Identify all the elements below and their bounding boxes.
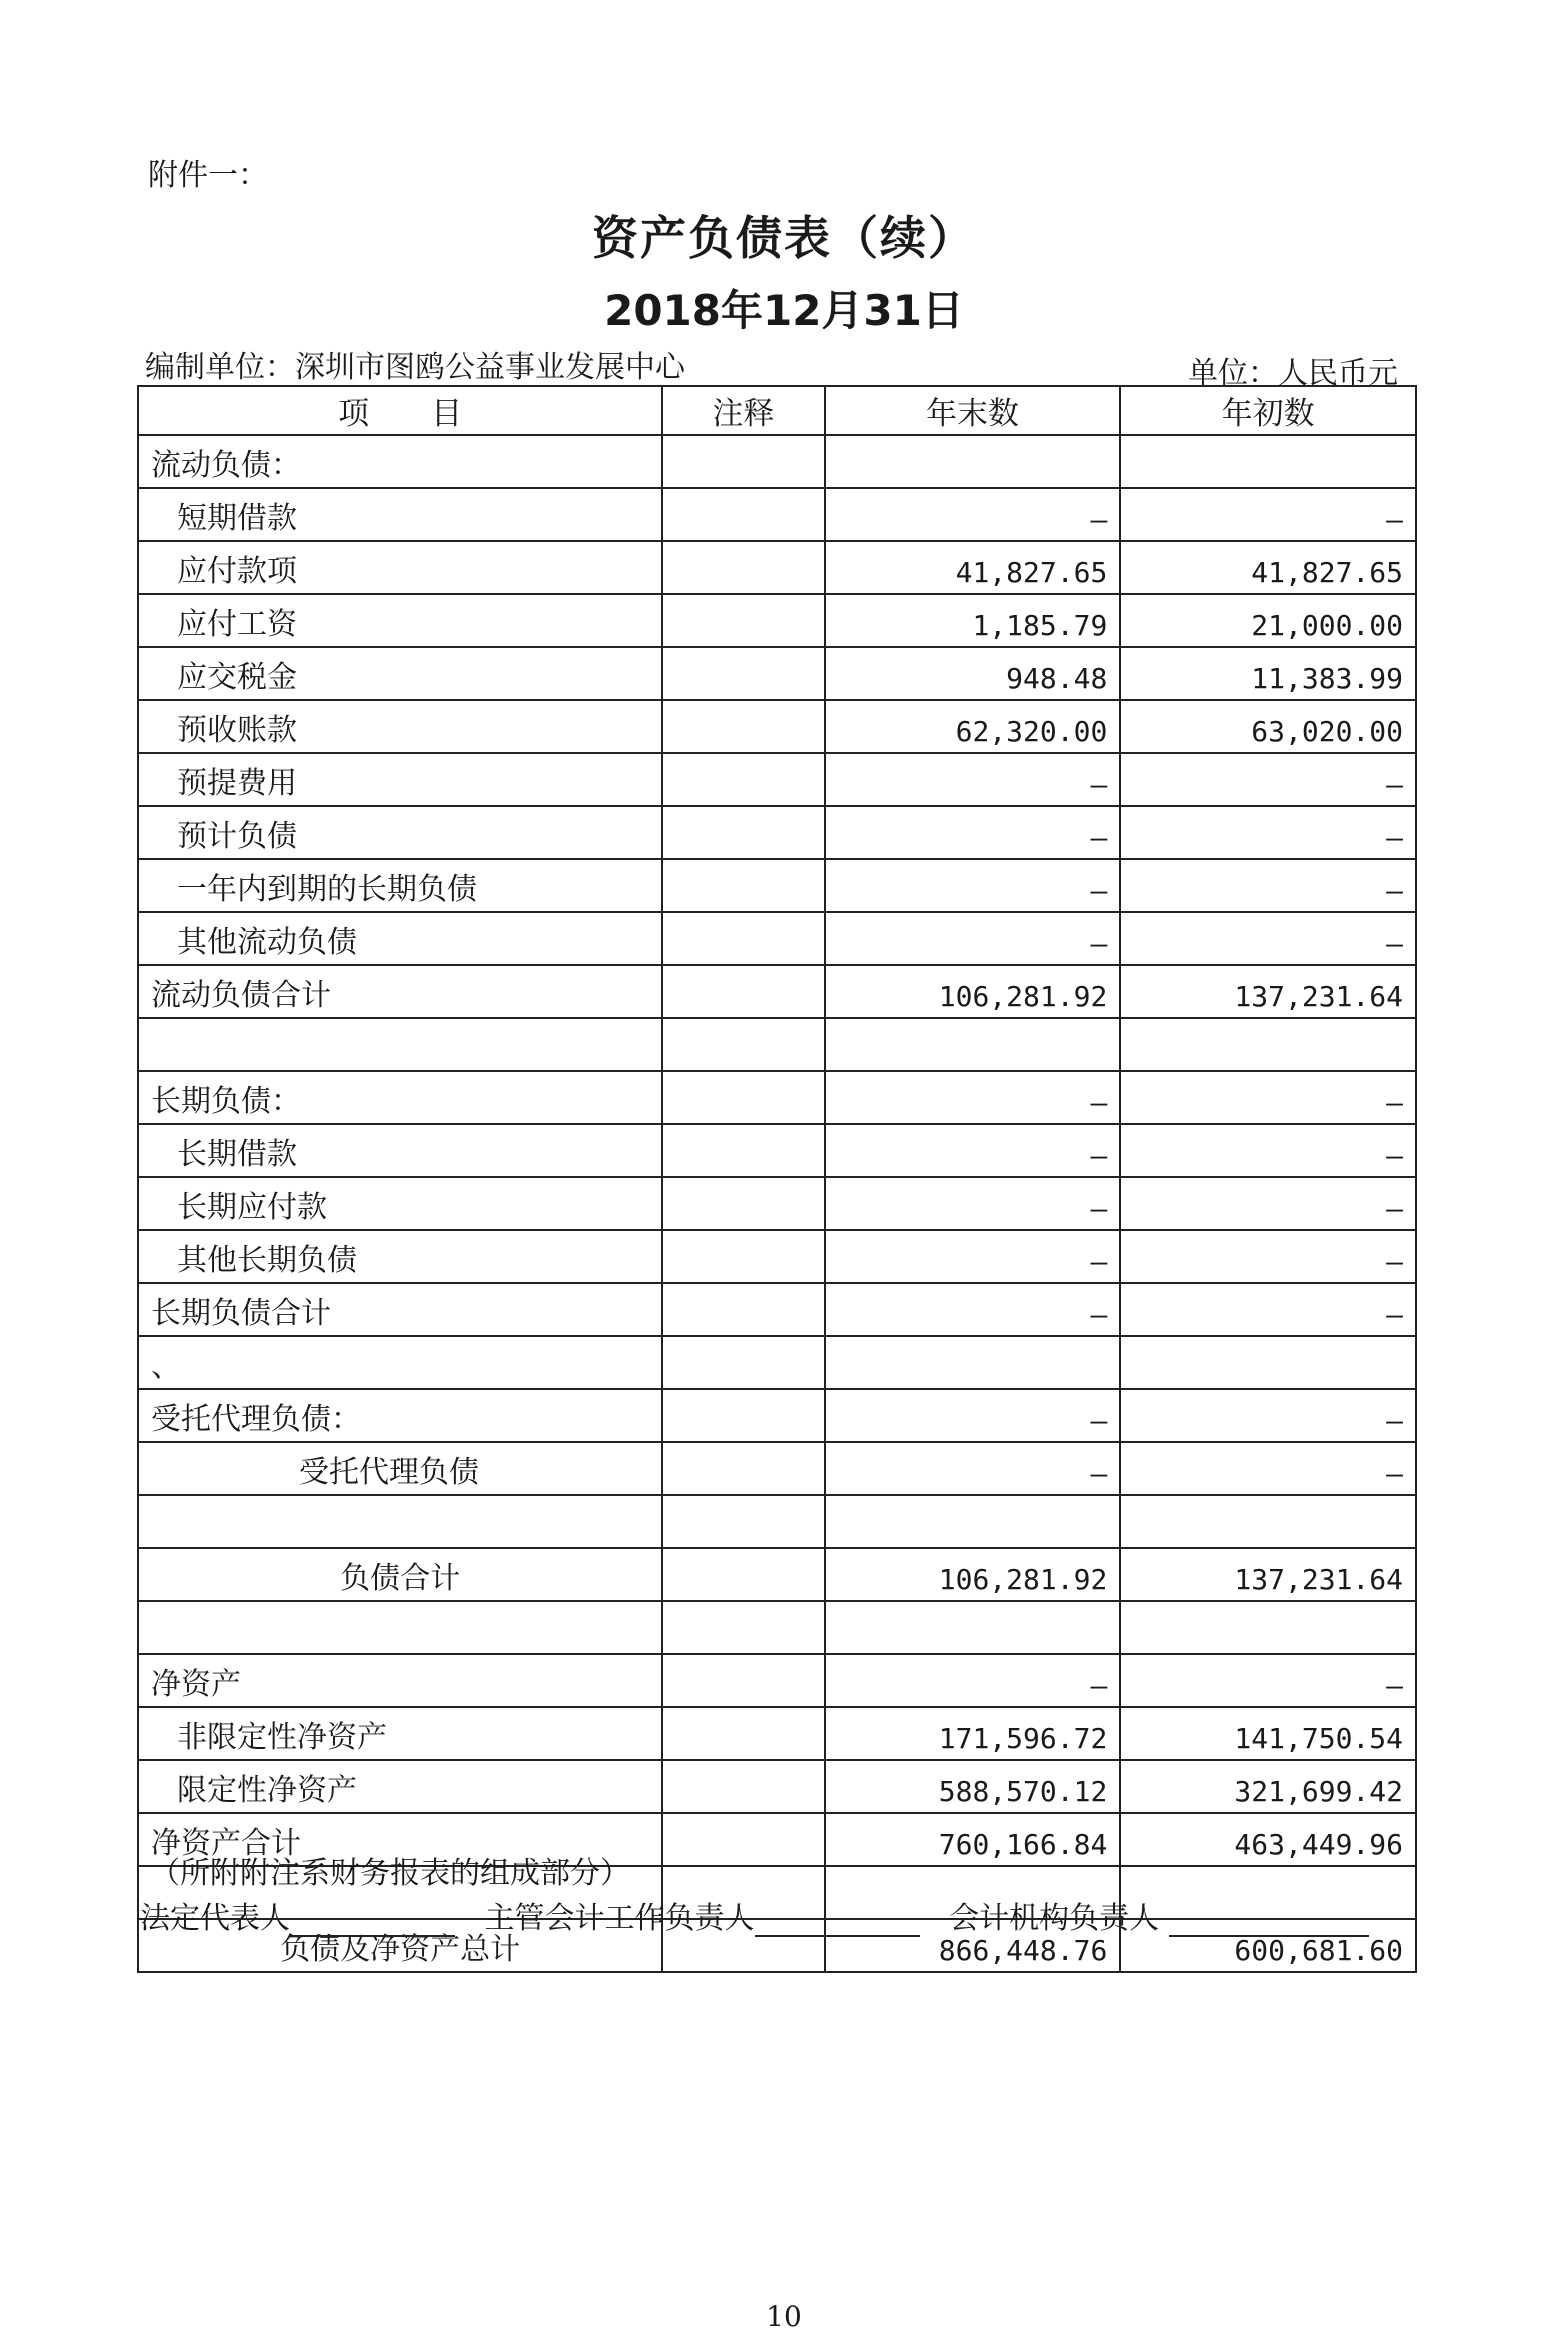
row-year-begin-value: 137,231.64: [1120, 965, 1416, 1018]
signature-line: [140, 1893, 1389, 1937]
row-note-cell: [662, 647, 824, 700]
table-row: [138, 594, 1416, 647]
attachment-label: 附件一：: [148, 158, 268, 193]
row-note-cell: [662, 753, 824, 806]
row-note-cell: [662, 859, 824, 912]
row-note-cell: [662, 1813, 824, 1866]
table-row: [138, 1654, 1416, 1707]
row-year-begin-value: –: [1120, 1177, 1416, 1230]
row-item-label: 流动负债：: [138, 435, 662, 488]
row-year-end-value: 171,596.72: [825, 1707, 1121, 1760]
table-row: [138, 1283, 1416, 1336]
row-year-begin-value: 41,827.65: [1120, 541, 1416, 594]
table-row: [138, 700, 1416, 753]
row-item-label: 预收账款: [138, 700, 662, 753]
row-year-begin-value: –: [1120, 1071, 1416, 1124]
row-item-label: [138, 1601, 662, 1654]
row-note-cell: [662, 1495, 824, 1548]
table-header-row: [138, 386, 1416, 435]
row-year-end-value: –: [825, 1177, 1121, 1230]
row-year-begin-value: –: [1120, 912, 1416, 965]
table-body: [138, 435, 1416, 1972]
row-item-label: [138, 1018, 662, 1071]
row-year-begin-value: [1120, 1018, 1416, 1071]
row-note-cell: [662, 1071, 824, 1124]
row-note-cell: [662, 435, 824, 488]
row-item-label: 其他长期负债: [138, 1230, 662, 1283]
row-year-begin-value: 141,750.54: [1120, 1707, 1416, 1760]
table-row: [138, 912, 1416, 965]
row-item-label: 其他流动负债: [138, 912, 662, 965]
row-year-end-value: –: [825, 488, 1121, 541]
row-year-begin-value: 137,231.64: [1120, 1548, 1416, 1601]
dept-head-signature-blank: [1169, 1905, 1369, 1937]
row-item-label: 长期负债合计: [138, 1283, 662, 1336]
row-year-end-value: 62,320.00: [825, 700, 1121, 753]
row-item-label: 应交税金: [138, 647, 662, 700]
row-year-begin-value: [1120, 435, 1416, 488]
table-row: [138, 1760, 1416, 1813]
row-year-begin-value: [1120, 1495, 1416, 1548]
row-item-label: 受托代理负债: [138, 1442, 662, 1495]
row-year-begin-value: –: [1120, 753, 1416, 806]
table-row: [138, 435, 1416, 488]
preparing-organization: 编制单位：深圳市图鸥公益事业发展中心: [145, 350, 685, 385]
row-year-begin-value: 11,383.99: [1120, 647, 1416, 700]
row-note-cell: [662, 1548, 824, 1601]
row-item-label: 预提费用: [138, 753, 662, 806]
report-date: 2018年12月31日: [604, 286, 964, 335]
table-row: [138, 1336, 1416, 1389]
row-note-cell: [662, 965, 824, 1018]
row-item-label: 、: [138, 1336, 662, 1389]
row-year-end-value: [825, 1336, 1121, 1389]
row-note-cell: [662, 1442, 824, 1495]
row-item-label: 净资产合计: [138, 1813, 662, 1866]
row-item-label: [138, 1495, 662, 1548]
table-row: [138, 1389, 1416, 1442]
row-year-begin-value: 463,449.96: [1120, 1813, 1416, 1866]
table-row: [138, 1124, 1416, 1177]
row-item-label: 负债及净资产总计: [138, 1919, 662, 1972]
row-item-label: 限定性净资产: [138, 1760, 662, 1813]
row-year-end-value: –: [825, 1071, 1121, 1124]
row-year-begin-value: –: [1120, 1389, 1416, 1442]
table-row: [138, 1601, 1416, 1654]
row-note-cell: [662, 488, 824, 541]
page-number: 10: [766, 2300, 802, 2333]
row-year-end-value: –: [825, 1654, 1121, 1707]
row-note-cell: [662, 594, 824, 647]
row-year-begin-value: –: [1120, 859, 1416, 912]
row-year-begin-value: 321,699.42: [1120, 1760, 1416, 1813]
table-row: [138, 1495, 1416, 1548]
row-year-end-value: [825, 1495, 1121, 1548]
row-item-label: 长期负债：: [138, 1071, 662, 1124]
row-year-end-value: –: [825, 912, 1121, 965]
row-year-begin-value: [1120, 1601, 1416, 1654]
row-item-label: 短期借款: [138, 488, 662, 541]
column-header-item: 项 目: [138, 386, 662, 435]
legal-rep-label: 法定代表人: [140, 1901, 290, 1936]
row-note-cell: [662, 1389, 824, 1442]
table-row: [138, 859, 1416, 912]
row-item-label: 一年内到期的长期负债: [138, 859, 662, 912]
row-year-end-value: –: [825, 859, 1121, 912]
row-item-label: 流动负债合计: [138, 965, 662, 1018]
row-year-end-value: –: [825, 1124, 1121, 1177]
table-row: [138, 1177, 1416, 1230]
row-note-cell: [662, 541, 824, 594]
row-year-begin-value: –: [1120, 1124, 1416, 1177]
row-note-cell: [662, 1760, 824, 1813]
currency-unit: 单位：人民币元: [1188, 356, 1398, 391]
row-year-begin-value: –: [1120, 488, 1416, 541]
row-year-end-value: [825, 1018, 1121, 1071]
row-year-begin-value: 21,000.00: [1120, 594, 1416, 647]
row-year-end-value: 866,448.76: [825, 1919, 1121, 1972]
legal-rep-signature-blank: [290, 1905, 455, 1937]
column-header-note: 注释: [662, 386, 824, 435]
row-year-end-value: 41,827.65: [825, 541, 1121, 594]
row-year-end-value: [825, 435, 1121, 488]
row-note-cell: [662, 1654, 824, 1707]
table-row: [138, 806, 1416, 859]
row-item-label: 净资产: [138, 1654, 662, 1707]
footnote: （所附附注系财务报表的组成部分）: [150, 1856, 630, 1891]
table-row: [138, 1230, 1416, 1283]
row-note-cell: [662, 1283, 824, 1336]
table-row: [138, 541, 1416, 594]
row-year-end-value: –: [825, 753, 1121, 806]
row-year-end-value: –: [825, 1442, 1121, 1495]
row-note-cell: [662, 1601, 824, 1654]
table-row: [138, 1548, 1416, 1601]
row-note-cell: [662, 912, 824, 965]
row-note-cell: [662, 700, 824, 753]
row-item-label: 长期借款: [138, 1124, 662, 1177]
table-row: [138, 1071, 1416, 1124]
row-year-end-value: –: [825, 1389, 1121, 1442]
row-note-cell: [662, 1707, 824, 1760]
table-row: [138, 965, 1416, 1018]
row-item-label: 长期应付款: [138, 1177, 662, 1230]
balance-sheet-table: [137, 385, 1417, 1973]
row-item-label: 受托代理负债：: [138, 1389, 662, 1442]
row-note-cell: [662, 1124, 824, 1177]
row-year-end-value: 588,570.12: [825, 1760, 1121, 1813]
row-year-end-value: 106,281.92: [825, 965, 1121, 1018]
row-item-label: 预计负债: [138, 806, 662, 859]
row-note-cell: [662, 1177, 824, 1230]
row-note-cell: [662, 806, 824, 859]
accounting-head-signature-blank: [755, 1905, 920, 1937]
row-note-cell: [662, 1230, 824, 1283]
row-year-begin-value: –: [1120, 1230, 1416, 1283]
row-year-end-value: 106,281.92: [825, 1548, 1121, 1601]
dept-head-label: 会计机构负责人: [949, 1901, 1160, 1936]
table-row: [138, 1018, 1416, 1071]
row-year-end-value: 1,185.79: [825, 594, 1121, 647]
row-year-begin-value: –: [1120, 806, 1416, 859]
document-title: 资产负债表（续）: [592, 211, 976, 265]
table-row: [138, 753, 1416, 806]
row-year-begin-value: 63,020.00: [1120, 700, 1416, 753]
row-year-end-value: 948.48: [825, 647, 1121, 700]
table-row: [138, 488, 1416, 541]
row-item-label: 负债合计: [138, 1548, 662, 1601]
row-year-begin-value: –: [1120, 1654, 1416, 1707]
row-year-begin-value: [1120, 1336, 1416, 1389]
table-row: [138, 1442, 1416, 1495]
row-item-label: 应付款项: [138, 541, 662, 594]
row-year-end-value: 760,166.84: [825, 1813, 1121, 1866]
row-year-begin-value: 600,681.60: [1120, 1919, 1416, 1972]
row-item-label: 应付工资: [138, 594, 662, 647]
row-year-end-value: [825, 1601, 1121, 1654]
row-year-begin-value: –: [1120, 1283, 1416, 1336]
column-header-year-end: 年末数: [825, 386, 1121, 435]
row-year-end-value: –: [825, 1230, 1121, 1283]
accounting-head-label: 主管会计工作负责人: [484, 1901, 755, 1936]
column-header-year-begin: 年初数: [1120, 386, 1416, 435]
row-year-begin-value: –: [1120, 1442, 1416, 1495]
row-item-label: 非限定性净资产: [138, 1707, 662, 1760]
row-note-cell: [662, 1336, 824, 1389]
row-year-end-value: –: [825, 806, 1121, 859]
row-note-cell: [662, 1018, 824, 1071]
table-row: [138, 647, 1416, 700]
table-row: [138, 1707, 1416, 1760]
row-year-end-value: –: [825, 1283, 1121, 1336]
